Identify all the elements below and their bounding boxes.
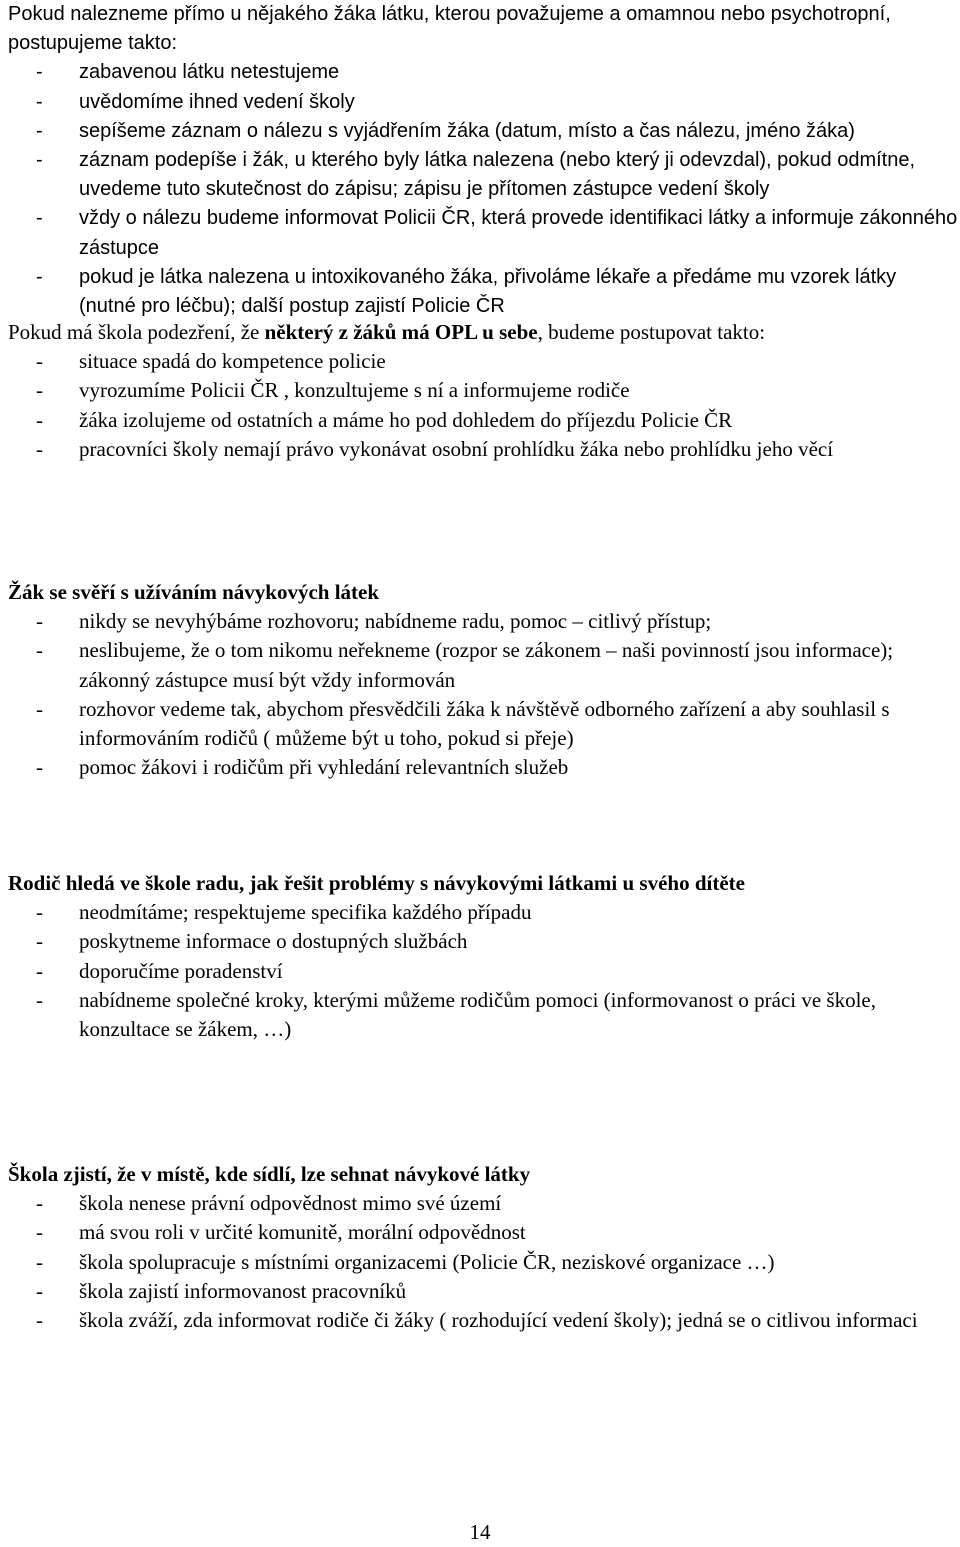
dash-bullet: -	[36, 1278, 43, 1303]
section-intro: Pokud nalezneme přímo u nějakého žáka látku, kterou považujeme a omamnou nebo psychotropní, postupujeme takto:	[8, 3, 891, 55]
section-found-substance	[8, 0, 958, 321]
dash-bullet: -	[36, 378, 43, 403]
dash-bullet: -	[36, 407, 43, 432]
list-item: - škola zajistí informovanost pracovníků	[8, 1277, 958, 1306]
dash-bullet: -	[36, 696, 43, 721]
list-item: - nabídneme společné kroky, kterými můžeme rodičům pomoci (informovanost o práci ve škole, konzultace se žákem, …)	[36, 987, 876, 1042]
dash-bullet: -	[36, 265, 43, 288]
list-item: - pracovníci školy nemají právo vykonávat osobní prohlídku žáka nebo prohlídku jeho věcí	[8, 435, 958, 464]
section-parent-seeks-advice	[8, 869, 958, 1044]
list-item: - vždy o nálezu budeme informovat Policii ČR, která provede identifikaci látky a informuje zákonného zástupce	[8, 204, 958, 262]
dash-bullet: -	[36, 207, 43, 230]
dash-bullet: -	[36, 987, 43, 1012]
list-item: - poskytneme informace o dostupných službách	[8, 927, 958, 956]
dash-bullet: -	[36, 149, 43, 172]
page-number: 14	[469, 1520, 491, 1544]
list-item: - pomoc žákovi i rodičům při vyhledání relevantních služeb	[8, 753, 958, 782]
dash-bullet: -	[36, 1191, 43, 1216]
procedure-list	[8, 898, 958, 1044]
dash-bullet: -	[36, 958, 43, 983]
dash-bullet: -	[36, 755, 43, 780]
list-item: - uvědomíme ihned vedení školy	[8, 88, 958, 117]
procedure-list	[8, 607, 958, 782]
dash-bullet: -	[36, 349, 43, 374]
dash-bullet: -	[36, 638, 43, 663]
section-drugs-in-area	[8, 1160, 958, 1335]
section-heading: Škola zjistí, že v místě, kde sídlí, lze sehnat návykové látky	[8, 1162, 531, 1186]
dash-bullet: -	[36, 61, 43, 84]
section-intro: Pokud má škola podezření, že některý z žáků má OPL u sebe, budeme postupovat takto:	[8, 320, 766, 344]
dash-bullet: -	[36, 119, 43, 142]
list-item: - situace spadá do kompetence policie	[8, 347, 958, 376]
list-item: - rozhovor vedeme tak, abychom přesvědčili žáka k návštěvě odborného zařízení a aby souhlasil s informováním rodičů ( můžeme být u toho, pokud si přeje)	[36, 696, 890, 751]
list-item: - vyrozumíme Policii ČR , konzultujeme s ní a informujeme rodiče	[8, 376, 958, 405]
list-item: - záznam podepíše i žák, u kterého byly látka nalezena (nebo který ji odevzdal), pokud odmítne, uvedeme tuto skutečnost do zápisu; zápisu je přítomen zástupce vedení školy	[8, 146, 958, 204]
list-item: - škola spolupracuje s místními organizacemi (Policie ČR, neziskové organizace …)	[8, 1248, 958, 1277]
dash-bullet: -	[36, 900, 43, 925]
list-item: - neodmítáme; respektujeme specifika každého případu	[8, 898, 958, 927]
dash-bullet: -	[36, 1249, 43, 1274]
section-suspicion	[8, 318, 958, 464]
section-student-confides	[8, 578, 958, 782]
section-heading: Rodič hledá ve škole radu, jak řešit problémy s návykovými látkami u svého dítěte	[8, 871, 745, 895]
dash-bullet: -	[36, 1220, 43, 1245]
list-item: - škola nenese právní odpovědnost mimo své území	[8, 1189, 958, 1218]
list-item: - má svou roli v určité komunitě, morální odpovědnost	[8, 1218, 958, 1247]
dash-bullet: -	[36, 609, 43, 634]
list-item: - zabavenou látku netestujeme	[8, 58, 958, 87]
dash-bullet: -	[36, 436, 43, 461]
dash-bullet: -	[36, 1308, 43, 1333]
dash-bullet: -	[36, 90, 43, 113]
list-item: - škola zváží, zda informovat rodiče či žáky ( rozhodující vedení školy); jedná se o citlivou informaci	[8, 1306, 958, 1335]
list-item: - doporučíme poradenství	[8, 957, 958, 986]
section-heading: Žák se svěří s užíváním návykových látek	[8, 580, 380, 604]
list-item: - pokud je látka nalezena u intoxikovaného žáka, přivoláme lékaře a předáme mu vzorek látky (nutné pro léčbu); další postup zajistí Policie ČR	[8, 263, 958, 321]
list-item: - nikdy se nevyhýbáme rozhovoru; nabídneme radu, pomoc – citlivý přístup;	[8, 607, 958, 636]
emphasis-text: některý z žáků má OPL u sebe	[264, 320, 538, 344]
list-item: - sepíšeme záznam o nálezu s vyjádřením žáka (datum, místo a čas nálezu, jméno žáka)	[8, 117, 958, 146]
list-item: - žáka izolujeme od ostatních a máme ho pod dohledem do příjezdu Policie ČR	[8, 406, 958, 435]
procedure-list	[8, 58, 958, 321]
procedure-list	[8, 1189, 958, 1335]
dash-bullet: -	[36, 929, 43, 954]
list-item: - neslibujeme, že o tom nikomu neřekneme (rozpor se zákonem – naši povinností jsou informace); zákonný zástupce musí být vždy informován	[36, 638, 894, 692]
procedure-list	[8, 347, 958, 464]
